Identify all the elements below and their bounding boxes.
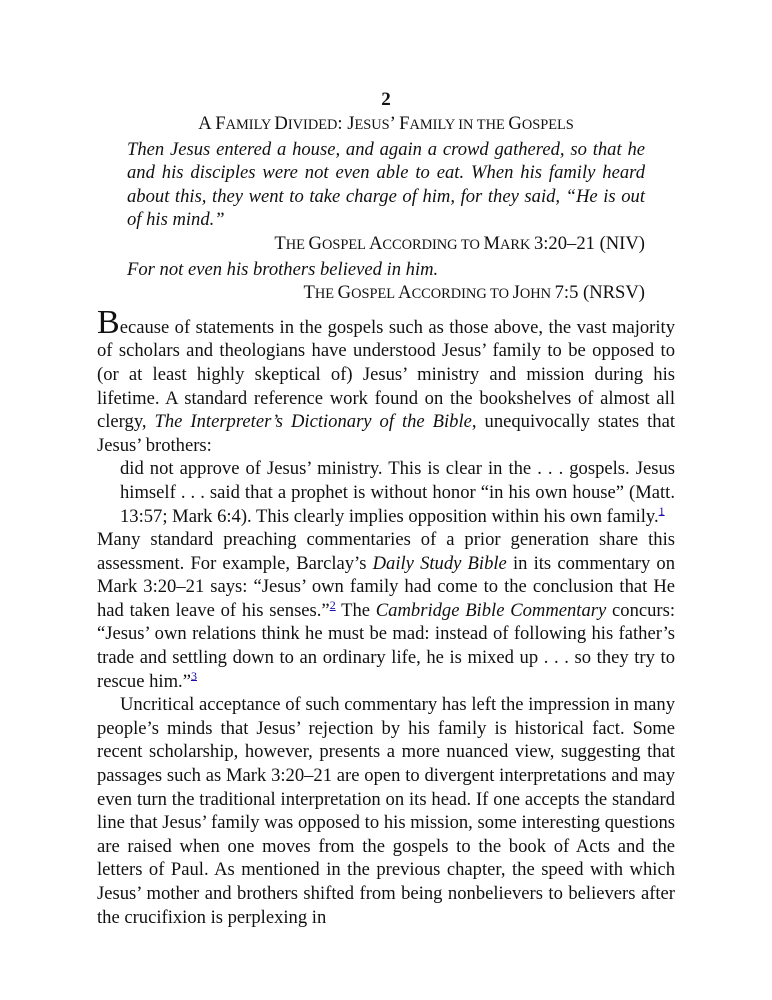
- book-title: Daily Study Bible: [372, 552, 507, 574]
- epigraph-quote: For not even his brothers believed in him.: [127, 258, 439, 280]
- source-part: OSPEL: [321, 236, 369, 253]
- chapter-title-part: : J: [337, 113, 355, 134]
- source-part: CCORDING TO: [382, 236, 484, 253]
- footnote-link[interactable]: 2: [329, 597, 336, 612]
- source-part: HE: [285, 236, 309, 253]
- chapter-title-part: AMILY IN THE: [409, 117, 509, 133]
- source-part: G: [308, 232, 322, 254]
- source-part: A: [398, 282, 412, 304]
- source-part: A: [368, 232, 383, 254]
- chapter-title-part: ESUS: [354, 117, 390, 133]
- chapter-title-part: OSPELS: [521, 117, 574, 133]
- book-title: The Interpreter’s Dictionary of the Bible: [154, 411, 472, 433]
- paragraph-text: concurs: “Jesus’ own relations think he must be mad: instead of following his father’s trade and settling down to an ordinary life, he is mixed up . . . so they try to rescue him.”: [97, 599, 676, 692]
- chapter-title-part: AMILY: [225, 117, 275, 133]
- source-part: G: [337, 282, 352, 304]
- epigraph-source: [97, 281, 675, 307]
- paragraph-text: ecause of statements in the gospels such as those above, the vast majority of scholars and theologians have understood Jesus’ family to be opposed to (or at least highly skeptical of) Jesus’ ministry and mission during his lifetime. A standard reference work found on the bookshelves of almost all clergy,: [97, 316, 675, 433]
- epigraph-source: [97, 232, 675, 258]
- source-part: OHN: [519, 286, 555, 303]
- paragraph-3: Uncritical acceptance of such commentary has left the impression in many people’s minds that Jesus’ rejection by his family is historical fact. Some recent scholarship, however, presents a more nuanced view, suggesting that passages such as Mark 3:20–21 are open to divergent interpretations and may even turn the traditional interpretation on its head. If one accepts the standard line that Jesus’ family was opposed to his mission, some interesting questions are raised when one moves from the gospels to the book of Acts and the letters of Paul. As mentioned in the previous chapter, the speed with which Jesus’ mother and brothers shifted from being nonbelievers to believers after the crucifixion is perplexing in: [97, 694, 675, 928]
- paragraph-1: [97, 303, 675, 458]
- book-title: Cambridge Bible Commentary: [375, 599, 607, 621]
- chapter-number: 2: [381, 89, 391, 110]
- source-part: M: [483, 232, 500, 254]
- footnote-link[interactable]: 3: [190, 668, 197, 683]
- paragraph-text: , unequivocally states that Jesus’ brothers:: [97, 411, 675, 456]
- paragraph-text: Many standard preaching commentaries of a prior generation share this assessment. For example, Barclay’s: [97, 529, 675, 574]
- paragraph-2: [97, 528, 675, 693]
- source-part: HE: [314, 286, 338, 303]
- source-part: CCORDING TO: [411, 286, 513, 303]
- block-quote-text: did not approve of Jesus’ ministry. This is clear in the . . . gospels. Jesus himself . . . said that a prophet is without honor “in his own house” (Matt. 13:57; Mark 6:4). This clearly implies opposition within his own family.: [120, 458, 675, 527]
- block-quote: [97, 457, 675, 528]
- drop-cap: B: [97, 303, 120, 341]
- chapter-title-part: ’ F: [389, 113, 410, 134]
- footnote-link[interactable]: 1: [658, 503, 665, 518]
- chapter-title-part: F: [215, 113, 226, 134]
- source-part: T: [303, 282, 315, 304]
- source-part: OSPEL: [351, 286, 399, 303]
- chapter-title-part: IVIDED: [287, 117, 338, 133]
- chapter-title-part: D: [274, 113, 288, 134]
- epigraph-quote: Then Jesus entered a house, and again a crowd gathered, so that he and his disciples were not even able to eat. When his family heard about this, they went to take charge of him, for they said, “He is out of his mind.”: [127, 138, 645, 231]
- chapter-title: [97, 112, 675, 138]
- chapter-title-part: A: [198, 113, 216, 134]
- chapter-title-part: G: [508, 113, 522, 134]
- source-part: ARK: [499, 236, 534, 253]
- source-part: 7:5 (NRSV): [554, 282, 645, 304]
- paragraph-text: in its commentary on Mark 3:20–21 says: “Jesus’ own family had come to the conclusion that He had taken leave of his senses.”: [97, 552, 676, 621]
- page: [97, 88, 675, 929]
- paragraph-text: The: [335, 599, 376, 621]
- source-part: J: [512, 282, 520, 304]
- source-part: 3:20–21 (NIV): [533, 232, 645, 254]
- source-part: T: [274, 232, 286, 254]
